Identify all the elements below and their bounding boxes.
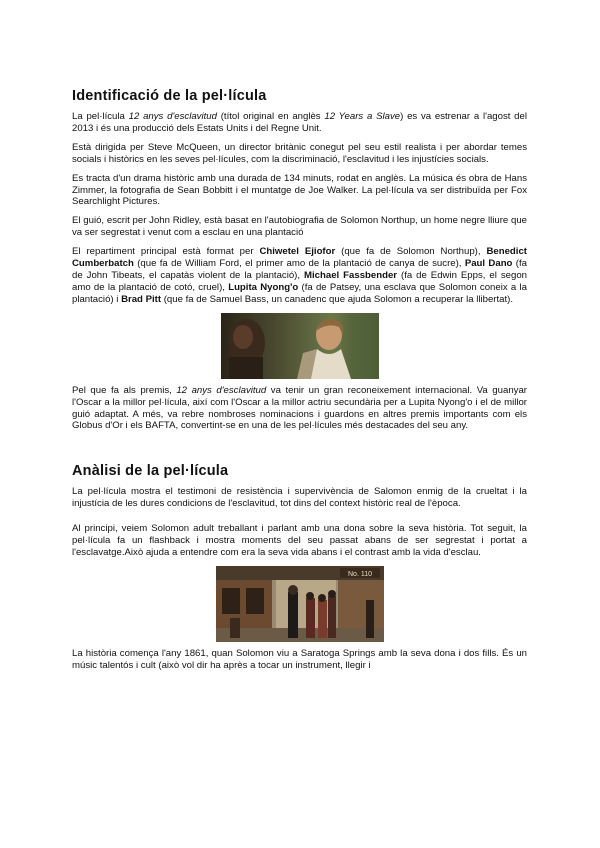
section-heading-analysis: Anàlisi de la pel·lícula — [72, 463, 229, 480]
photo-sign-text: No. 110 — [347, 570, 372, 578]
paragraph-script: El guió, escrit per John Ridley, està basat en l'autobiografia de Solomon Northup, un home negre lliure que va ser segrestat i venut com a esclau en una plantació — [72, 215, 527, 239]
film-title-english: 12 Years a Slave — [324, 111, 401, 122]
paragraph-intro — [72, 111, 527, 135]
text-run: (títol original en anglès — [216, 111, 325, 122]
paragraph-story-start: La història comença l'any 1861, quan Solomon viu a Saratoga Springs amb la seva dona i dos fills. És un músic talentós i cult (això vol dir ha après a tocar un instrument, llegir i — [72, 647, 527, 671]
actor-name: Chiwetel Ejiofor — [259, 246, 336, 258]
text-run: (fa de Patsey, una esclava que Solomon coneix a la plantació) i — [72, 281, 527, 305]
actor-name: Benedict Cumberbatch — [72, 246, 527, 270]
text-run: (fa de John Tibeats, el capatàs violent de la plantació), — [72, 258, 527, 281]
film-title-catalan: 12 anys d'esclavitud — [128, 111, 217, 122]
text-run: ) es va estrenar a l'agost del 2013 i és una producció dels Estats Units i del Regne Unit. — [72, 111, 527, 134]
actor-name: Paul Dano — [464, 258, 513, 270]
document-content — [72, 88, 527, 679]
paragraph-director: Està dirigida per Steve McQueen, un director britànic conegut pel seu estil realista i per abordar temes socials i històrics en les seves pel·lícules, com la discriminació, l'esclavitud i les injustícies socials. — [72, 141, 527, 165]
actor-name: Michael Fassbender — [304, 269, 398, 281]
text-run: Pel que fa als premis, — [72, 384, 177, 396]
text-run: va tenir un gran reconeixement internacional. Va guanyar l'Oscar a la millor pel·lícula, així com l'Oscar a la millor actriu secundària per a Lupita Nyong'o i el de millor guió adaptat. A més, va rebre nombroses nominacions i guardons en altres premis importants com els Globus d'Or i els BAFTA, convertint-se en una de les pel·lícules més destacades del seu any. — [72, 384, 527, 432]
film-title-catalan: 12 anys d'esclavitud — [176, 384, 267, 396]
actor-name: Lupita Nyong'o — [228, 281, 299, 293]
text-run: (que fa de Solomon Northup), — [335, 246, 487, 258]
film-still-photo — [221, 313, 379, 379]
paragraph-analysis-intro: La pel·lícula mostra el testimoni de resistència i supervivència de Salomon enmig de la crueltat i la injustícia de les dures condicions de l'esclavitud, tot dins del context històric real de l'època. — [72, 486, 527, 510]
paragraph-cast — [72, 246, 527, 306]
section-heading-identification: Identificació de la pel·lícula — [72, 88, 267, 104]
section-spacer — [72, 439, 527, 463]
text-run: (que fa de Samuel Bass, un canadenc que ajuda Solomon a recuperar la llibertat). — [161, 293, 514, 305]
text-run: (que fa de William Ford, el primer amo de la plantació de canya de sucre), — [133, 258, 465, 270]
text-run: (fa de Edwin Epps, el segon amo de la plantació de cotó, cruel), — [72, 269, 527, 293]
paragraph-awards — [72, 385, 527, 433]
paragraph-production: Es tracta d'un drama històric amb una durada de 134 minuts, rodat en anglès. La música és obra de Hans Zimmer, la fotografia de Sean Bobbitt i el muntatge de Joe Walker. La pel·lícula va ser distribuïda per Fox Searchlight Pictures. — [72, 172, 527, 208]
street-scene-photo — [216, 566, 384, 642]
text-run: La pel·lícula — [72, 111, 129, 122]
actor-name: Brad Pitt — [121, 293, 162, 305]
text-run: El repartiment principal està format per — [72, 246, 260, 258]
paragraph-flashback: Al principi, veiem Solomon adult treballant i parlant amb una dona sobre la seva història. Tot seguit, la pel·lícula fa un flashback i mostra moments del seu passat abans de ser segrestat i portat a l'esclavatge.Això ajuda a entendre com era la seva vida abans i el contrast amb la vida d'esclau. — [72, 523, 527, 558]
